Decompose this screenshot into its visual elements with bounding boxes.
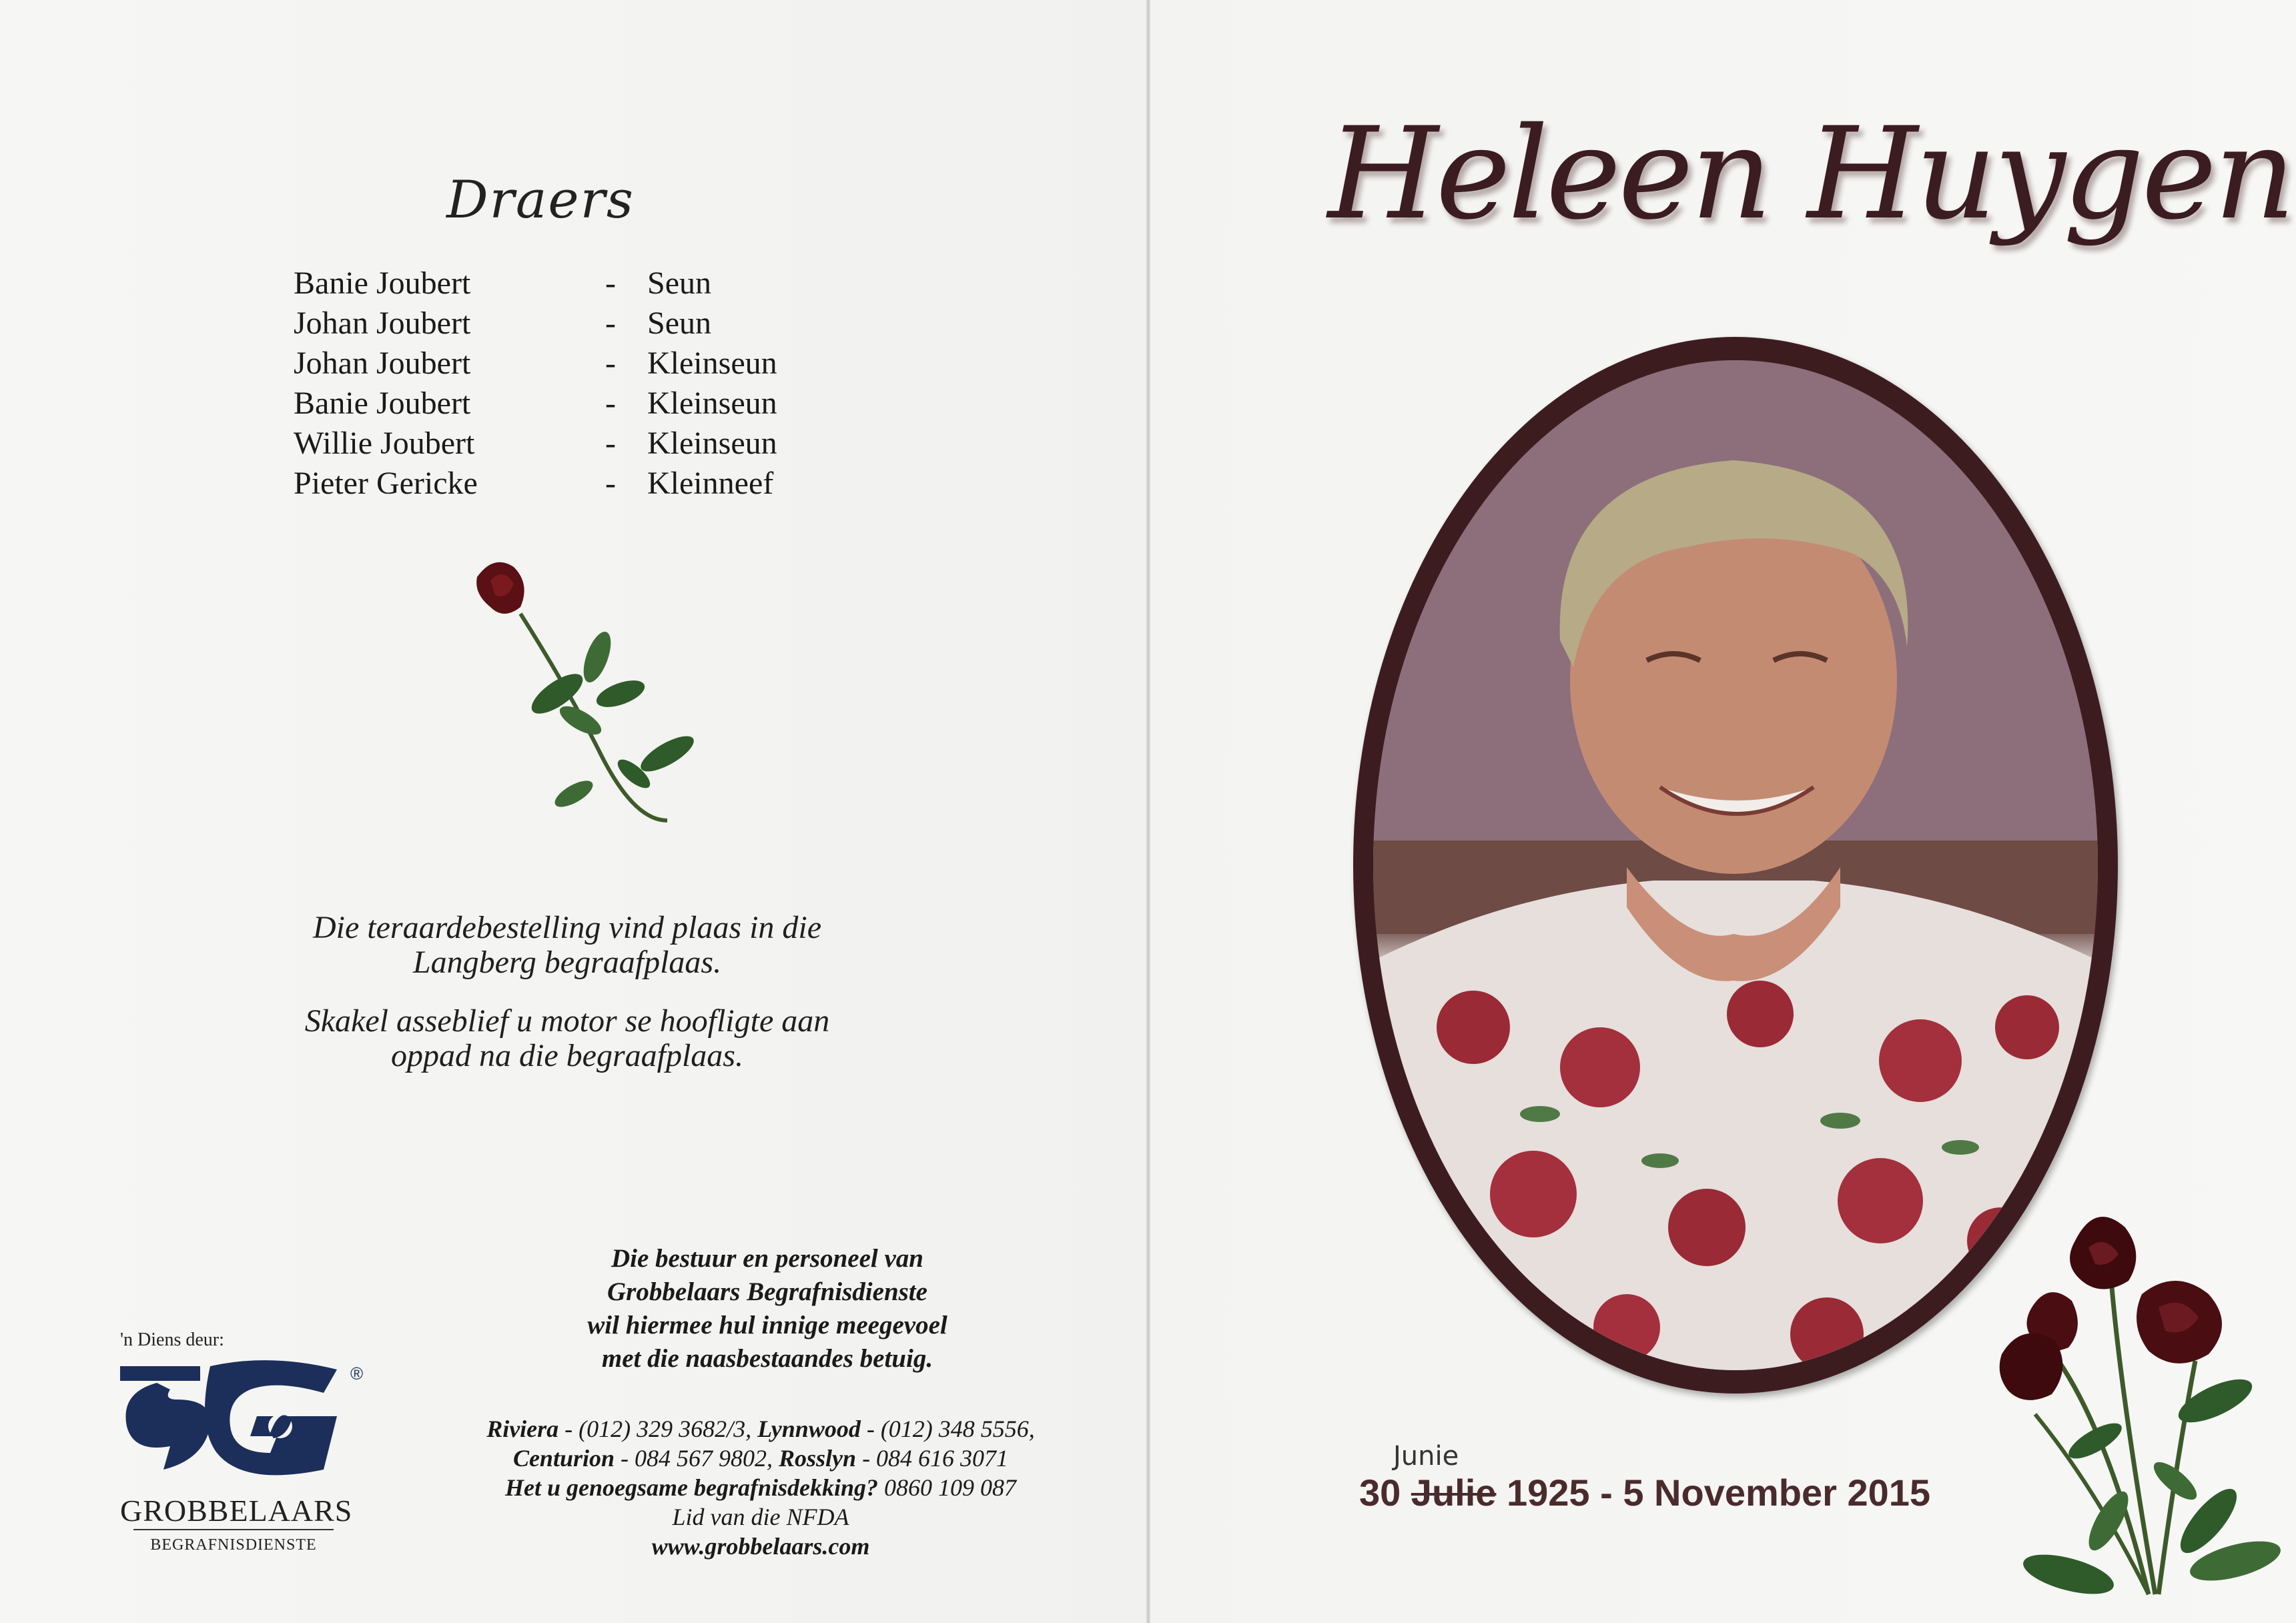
brand-divider <box>133 1529 334 1530</box>
note-line: Die teraardebestelling vind plaas in die <box>312 910 822 945</box>
bearers-list <box>294 263 847 504</box>
birth-day: 30 <box>1359 1472 1401 1514</box>
handwritten-month-correction: Junie <box>1393 1441 1459 1472</box>
bearer-row <box>294 424 847 464</box>
bearer-row <box>294 384 847 424</box>
bearer-relation: Seun <box>647 306 711 341</box>
headlights-note <box>200 1004 934 1073</box>
portrait-illustration <box>1373 360 2098 1370</box>
condolence-line: Grobbelaars Begrafnisdienste <box>607 1277 927 1306</box>
nfda-member-line: Lid van die NFDA <box>672 1504 849 1530</box>
service-by-label: 'n Diens deur: <box>120 1329 224 1350</box>
branch-label: Riviera <box>486 1416 559 1442</box>
death-date: 5 November 2015 <box>1623 1472 1931 1514</box>
brand-name: GROBBELAARS <box>120 1494 353 1528</box>
bearer-dash: - <box>605 386 616 421</box>
bearer-dash: - <box>605 466 616 501</box>
contact-line <box>427 1473 1094 1502</box>
grobbelaars-logo <box>117 1353 370 1486</box>
note-line: Skakel asseblief u motor se hoofligte aan <box>304 1003 830 1039</box>
bearer-row <box>294 344 847 384</box>
deceased-name: Heleen Huygen <box>1328 100 2293 247</box>
condolence-line: wil hiermee hul innige meegevoel <box>587 1311 947 1339</box>
branch-label: Rosslyn <box>779 1445 857 1472</box>
bearers-title: Draers <box>446 170 635 230</box>
bearer-row <box>294 263 847 304</box>
bearer-dash: - <box>605 346 616 381</box>
bearer-relation: Kleinseun <box>647 426 777 461</box>
branch-phone: - 084 616 3071 <box>856 1445 1009 1472</box>
note-line: Langberg begraafplaas. <box>412 945 722 980</box>
bearer-relation: Kleinneef <box>647 466 774 501</box>
branch-phone: - 084 567 9802, <box>615 1445 779 1472</box>
bearer-name: Johan Joubert <box>294 306 471 341</box>
birth-month-struck: Julie <box>1411 1472 1497 1514</box>
registered-mark: ® <box>350 1364 364 1384</box>
contact-details <box>427 1414 1094 1561</box>
contact-line <box>427 1414 1094 1444</box>
portrait-photo <box>1373 360 2098 1370</box>
branch-phone: - (012) 329 3682/3, <box>558 1416 758 1442</box>
bearer-name: Willie Joubert <box>294 426 475 461</box>
bearer-name: Banie Joubert <box>294 265 471 301</box>
bearer-name: Pieter Gericke <box>294 466 478 501</box>
branch-phone: - (012) 348 5556, <box>860 1416 1035 1442</box>
contact-line <box>427 1444 1094 1473</box>
bearer-relation: Seun <box>647 265 711 301</box>
rose-bouquet-illustration <box>1995 1201 2282 1601</box>
bearer-dash: - <box>605 426 616 461</box>
date-separator: - <box>1600 1472 1613 1514</box>
condolence-message <box>480 1242 1054 1376</box>
bearer-relation: Kleinseun <box>647 346 777 381</box>
bearer-dash: - <box>605 265 616 301</box>
note-line: oppad na die begraafplaas. <box>391 1038 743 1073</box>
funeral-location-note <box>200 911 934 980</box>
branch-label: Centurion <box>512 1445 615 1472</box>
life-dates <box>1324 1471 1965 1514</box>
coverage-question: Het u genoegsame begrafnisdekking? <box>505 1474 878 1501</box>
website-link[interactable]: www.grobbelaars.com <box>651 1533 870 1560</box>
bearer-relation: Kleinseun <box>647 386 777 421</box>
bearer-row <box>294 464 847 504</box>
brand-subtitle: BEGRAFNISDIENSTE <box>150 1536 317 1554</box>
condolence-line: Die bestuur en personeel van <box>611 1244 923 1273</box>
bearer-name: Banie Joubert <box>294 386 471 421</box>
branch-label: Lynnwood <box>757 1416 861 1442</box>
bearer-name: Johan Joubert <box>294 346 471 381</box>
bearer-dash: - <box>605 306 616 341</box>
condolence-line: met die naasbestaandes betuig. <box>601 1344 933 1373</box>
single-rose-illustration <box>467 554 721 834</box>
coverage-phone: 0860 109 087 <box>877 1474 1016 1501</box>
birth-year: 1925 <box>1506 1472 1590 1514</box>
bearer-row <box>294 304 847 344</box>
